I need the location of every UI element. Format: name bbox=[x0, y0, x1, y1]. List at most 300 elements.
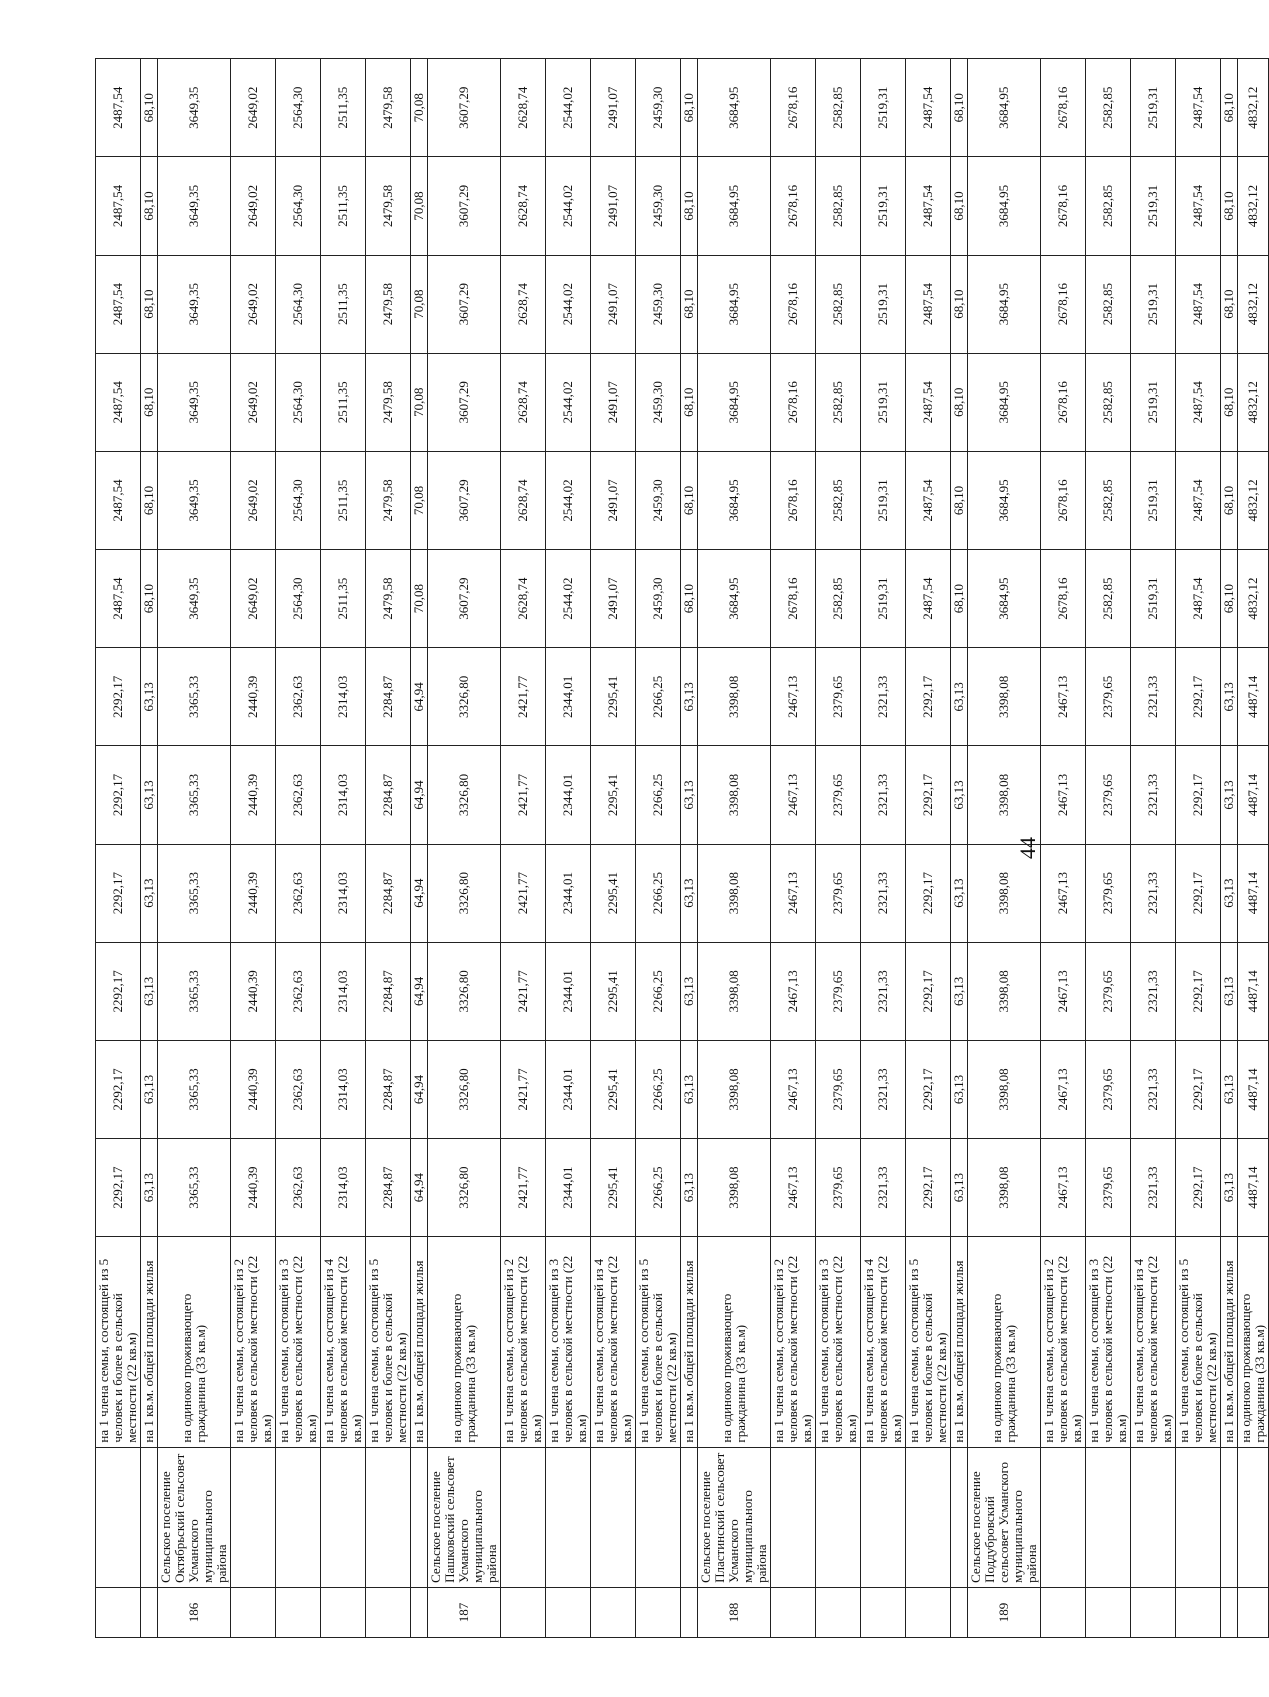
value-cell: 64,94 bbox=[411, 844, 428, 942]
value-cell: 2314,03 bbox=[321, 844, 366, 942]
value-cell: 2467,13 bbox=[771, 844, 816, 942]
value-cell: 3398,08 bbox=[698, 942, 771, 1040]
row-number-cell bbox=[366, 1587, 411, 1637]
value-cell: 2479,58 bbox=[366, 353, 411, 451]
value-cell: 3398,08 bbox=[968, 942, 1041, 1040]
settlement-name-cell bbox=[501, 1447, 546, 1587]
table-row bbox=[546, 59, 591, 1638]
value-cell: 3365,33 bbox=[158, 844, 231, 942]
value-cell: 2628,74 bbox=[501, 451, 546, 549]
value-cell: 3398,08 bbox=[698, 746, 771, 844]
value-cell: 2362,63 bbox=[276, 746, 321, 844]
table-row bbox=[158, 59, 231, 1638]
value-cell: 2649,02 bbox=[231, 353, 276, 451]
value-cell: 63,13 bbox=[141, 1139, 158, 1237]
value-cell: 3684,95 bbox=[698, 550, 771, 648]
value-cell: 2544,02 bbox=[546, 59, 591, 157]
value-cell: 3365,33 bbox=[158, 648, 231, 746]
value-cell: 3365,33 bbox=[158, 1139, 231, 1237]
value-cell: 63,13 bbox=[1221, 1040, 1238, 1138]
table-row bbox=[591, 59, 636, 1638]
row-number-cell bbox=[906, 1587, 951, 1637]
value-cell: 3398,08 bbox=[698, 648, 771, 746]
value-cell: 2321,33 bbox=[1131, 1139, 1176, 1237]
value-cell: 2421,77 bbox=[501, 942, 546, 1040]
value-cell: 63,13 bbox=[141, 1040, 158, 1138]
norm-description-cell: на одиноко проживающего гражданина (33 кв.м) bbox=[1238, 1237, 1269, 1447]
norm-description-cell: на 1 члена семьи, состоящей из 5 человек и более в сельской местности (22 кв.м) bbox=[1176, 1237, 1221, 1447]
value-cell: 2344,01 bbox=[546, 1139, 591, 1237]
value-cell: 68,10 bbox=[141, 157, 158, 255]
value-cell: 2467,13 bbox=[1041, 844, 1086, 942]
norm-description-cell: на 1 члена семьи, состоящей из 5 человек и более в сельской местности (22 кв.м) bbox=[366, 1237, 411, 1447]
value-cell: 2678,16 bbox=[771, 255, 816, 353]
value-cell: 63,13 bbox=[141, 648, 158, 746]
value-cell: 2628,74 bbox=[501, 255, 546, 353]
value-cell: 68,10 bbox=[1221, 550, 1238, 648]
value-cell: 2491,07 bbox=[591, 255, 636, 353]
value-cell: 2467,13 bbox=[771, 1139, 816, 1237]
norm-description-cell: на одиноко проживающего гражданина (33 кв.м) bbox=[968, 1237, 1041, 1447]
settlement-name-cell: Сельское поселение Поддубровский сельсовет Усманского муниципального района bbox=[968, 1447, 1041, 1587]
value-cell: 3607,29 bbox=[428, 255, 501, 353]
value-cell: 2511,35 bbox=[321, 255, 366, 353]
value-cell: 2564,30 bbox=[276, 353, 321, 451]
value-cell: 2519,31 bbox=[1131, 157, 1176, 255]
value-cell: 2544,02 bbox=[546, 550, 591, 648]
value-cell: 2564,30 bbox=[276, 255, 321, 353]
settlement-name-cell bbox=[681, 1447, 698, 1587]
value-cell: 2321,33 bbox=[1131, 942, 1176, 1040]
value-cell: 3684,95 bbox=[968, 255, 1041, 353]
value-cell: 2678,16 bbox=[1041, 451, 1086, 549]
value-cell: 2321,33 bbox=[1131, 844, 1176, 942]
value-cell: 70,08 bbox=[411, 157, 428, 255]
value-cell: 63,13 bbox=[1221, 942, 1238, 1040]
value-cell: 2292,17 bbox=[96, 1040, 141, 1138]
value-cell: 2519,31 bbox=[1131, 353, 1176, 451]
row-number-cell bbox=[276, 1587, 321, 1637]
value-cell: 68,10 bbox=[1221, 157, 1238, 255]
value-cell: 2421,77 bbox=[501, 648, 546, 746]
value-cell: 70,08 bbox=[411, 353, 428, 451]
value-cell: 4832,12 bbox=[1238, 550, 1269, 648]
value-cell: 2321,33 bbox=[1131, 648, 1176, 746]
value-cell: 2582,85 bbox=[816, 157, 861, 255]
value-cell: 2582,85 bbox=[1086, 353, 1131, 451]
value-cell: 2582,85 bbox=[816, 550, 861, 648]
value-cell: 2511,35 bbox=[321, 353, 366, 451]
value-cell: 2487,54 bbox=[1176, 550, 1221, 648]
row-number-cell bbox=[1041, 1587, 1086, 1637]
value-cell: 2314,03 bbox=[321, 746, 366, 844]
value-cell: 3684,95 bbox=[968, 59, 1041, 157]
value-cell: 3684,95 bbox=[698, 157, 771, 255]
value-cell: 2292,17 bbox=[96, 844, 141, 942]
norm-description-cell: на 1 члена семьи, состоящей из 5 человек и более в сельской местности (22 кв.м) bbox=[636, 1237, 681, 1447]
value-cell: 2511,35 bbox=[321, 59, 366, 157]
settlement-name-cell bbox=[276, 1447, 321, 1587]
table-row bbox=[636, 59, 681, 1638]
table-row bbox=[321, 59, 366, 1638]
value-cell: 2292,17 bbox=[906, 1040, 951, 1138]
value-cell: 68,10 bbox=[951, 59, 968, 157]
value-cell: 2678,16 bbox=[771, 59, 816, 157]
value-cell: 2314,03 bbox=[321, 942, 366, 1040]
value-cell: 3326,80 bbox=[428, 1139, 501, 1237]
value-cell: 2511,35 bbox=[321, 550, 366, 648]
value-cell: 68,10 bbox=[1221, 255, 1238, 353]
table-row bbox=[906, 59, 951, 1638]
value-cell: 70,08 bbox=[411, 255, 428, 353]
value-cell: 2292,17 bbox=[96, 648, 141, 746]
value-cell: 3398,08 bbox=[968, 844, 1041, 942]
settlement-name-cell bbox=[1238, 1447, 1269, 1587]
norm-description-cell: на 1 члена семьи, состоящей из 3 человек в сельской местности (22 кв.м) bbox=[276, 1237, 321, 1447]
value-cell: 2678,16 bbox=[1041, 550, 1086, 648]
value-cell: 2379,65 bbox=[1086, 648, 1131, 746]
table-row bbox=[771, 59, 816, 1638]
value-cell: 4832,12 bbox=[1238, 255, 1269, 353]
value-cell: 2544,02 bbox=[546, 451, 591, 549]
table-row bbox=[1041, 59, 1086, 1638]
value-cell: 3684,95 bbox=[698, 353, 771, 451]
value-cell: 2379,65 bbox=[1086, 1040, 1131, 1138]
row-number-cell bbox=[1086, 1587, 1131, 1637]
value-cell: 63,13 bbox=[681, 1139, 698, 1237]
value-cell: 68,10 bbox=[141, 59, 158, 157]
value-cell: 2440,39 bbox=[231, 1139, 276, 1237]
value-cell: 2582,85 bbox=[816, 451, 861, 549]
value-cell: 2564,30 bbox=[276, 59, 321, 157]
value-cell: 2519,31 bbox=[861, 353, 906, 451]
value-cell: 3649,35 bbox=[158, 59, 231, 157]
value-cell: 2379,65 bbox=[816, 1040, 861, 1138]
table-row bbox=[276, 59, 321, 1638]
value-cell: 2321,33 bbox=[861, 844, 906, 942]
value-cell: 2292,17 bbox=[906, 746, 951, 844]
value-cell: 2649,02 bbox=[231, 157, 276, 255]
value-cell: 2582,85 bbox=[816, 59, 861, 157]
value-cell: 3684,95 bbox=[968, 157, 1041, 255]
value-cell: 2459,30 bbox=[636, 353, 681, 451]
table-row bbox=[428, 59, 501, 1638]
settlement-name-cell bbox=[951, 1447, 968, 1587]
value-cell: 2292,17 bbox=[906, 1139, 951, 1237]
value-cell: 2487,54 bbox=[1176, 451, 1221, 549]
value-cell: 68,10 bbox=[951, 550, 968, 648]
value-cell: 2379,65 bbox=[816, 844, 861, 942]
value-cell: 3684,95 bbox=[968, 353, 1041, 451]
value-cell: 2292,17 bbox=[1176, 844, 1221, 942]
value-cell: 68,10 bbox=[681, 451, 698, 549]
value-cell: 64,94 bbox=[411, 1040, 428, 1138]
value-cell: 2487,54 bbox=[1176, 353, 1221, 451]
row-number-cell bbox=[1131, 1587, 1176, 1637]
value-cell: 2440,39 bbox=[231, 746, 276, 844]
value-cell: 2292,17 bbox=[96, 1139, 141, 1237]
value-cell: 2487,54 bbox=[906, 157, 951, 255]
norm-description-cell: на одиноко проживающего гражданина (33 кв.м) bbox=[428, 1237, 501, 1447]
value-cell: 4832,12 bbox=[1238, 59, 1269, 157]
value-cell: 2487,54 bbox=[96, 59, 141, 157]
value-cell: 63,13 bbox=[951, 844, 968, 942]
table-row bbox=[1086, 59, 1131, 1638]
value-cell: 2321,33 bbox=[1131, 746, 1176, 844]
value-cell: 3365,33 bbox=[158, 746, 231, 844]
value-cell: 2649,02 bbox=[231, 451, 276, 549]
value-cell: 3607,29 bbox=[428, 59, 501, 157]
value-cell: 2292,17 bbox=[1176, 1139, 1221, 1237]
value-cell: 68,10 bbox=[1221, 451, 1238, 549]
value-cell: 3684,95 bbox=[968, 451, 1041, 549]
value-cell: 2564,30 bbox=[276, 451, 321, 549]
norm-description-cell: на 1 члена семьи, состоящей из 4 человек в сельской местности (22 кв.м) bbox=[861, 1237, 906, 1447]
value-cell: 3326,80 bbox=[428, 844, 501, 942]
value-cell: 2582,85 bbox=[1086, 157, 1131, 255]
value-cell: 63,13 bbox=[1221, 844, 1238, 942]
rotated-page bbox=[95, 58, 1267, 1638]
value-cell: 2321,33 bbox=[861, 648, 906, 746]
value-cell: 68,10 bbox=[681, 550, 698, 648]
value-cell: 2295,41 bbox=[591, 648, 636, 746]
value-cell: 2295,41 bbox=[591, 1040, 636, 1138]
value-cell: 4487,14 bbox=[1238, 648, 1269, 746]
value-cell: 3365,33 bbox=[158, 942, 231, 1040]
tariff-table bbox=[95, 58, 1269, 1638]
value-cell: 2678,16 bbox=[1041, 353, 1086, 451]
value-cell: 2379,65 bbox=[816, 746, 861, 844]
value-cell: 2519,31 bbox=[861, 451, 906, 549]
table-row bbox=[951, 59, 968, 1638]
table-row bbox=[501, 59, 546, 1638]
value-cell: 63,13 bbox=[141, 942, 158, 1040]
value-cell: 2519,31 bbox=[861, 157, 906, 255]
value-cell: 2649,02 bbox=[231, 550, 276, 648]
norm-description-cell: на 1 члена семьи, состоящей из 2 человек в сельской местности (22 кв.м) bbox=[771, 1237, 816, 1447]
value-cell: 2491,07 bbox=[591, 353, 636, 451]
value-cell: 63,13 bbox=[1221, 648, 1238, 746]
value-cell: 63,13 bbox=[951, 1040, 968, 1138]
value-cell: 2487,54 bbox=[96, 353, 141, 451]
value-cell: 2362,63 bbox=[276, 844, 321, 942]
value-cell: 3398,08 bbox=[968, 1040, 1041, 1138]
row-number-cell bbox=[501, 1587, 546, 1637]
settlement-name-cell bbox=[546, 1447, 591, 1587]
norm-description-cell: на 1 кв.м. общей площади жилья bbox=[141, 1237, 158, 1447]
value-cell: 68,10 bbox=[141, 353, 158, 451]
value-cell: 2519,31 bbox=[1131, 255, 1176, 353]
norm-description-cell: на 1 члена семьи, состоящей из 5 человек и более в сельской местности (22 кв.м) bbox=[906, 1237, 951, 1447]
value-cell: 2487,54 bbox=[96, 550, 141, 648]
settlement-name-cell bbox=[141, 1447, 158, 1587]
value-cell: 2314,03 bbox=[321, 1040, 366, 1138]
value-cell: 2479,58 bbox=[366, 255, 411, 353]
value-cell: 2519,31 bbox=[1131, 550, 1176, 648]
row-number-cell bbox=[411, 1587, 428, 1637]
value-cell: 2511,35 bbox=[321, 451, 366, 549]
value-cell: 2321,33 bbox=[1131, 1040, 1176, 1138]
value-cell: 2440,39 bbox=[231, 1040, 276, 1138]
value-cell: 2459,30 bbox=[636, 550, 681, 648]
value-cell: 2487,54 bbox=[906, 59, 951, 157]
value-cell: 2284,87 bbox=[366, 1139, 411, 1237]
norm-description-cell: на 1 члена семьи, состоящей из 3 человек в сельской местности (22 кв.м) bbox=[1086, 1237, 1131, 1447]
value-cell: 2421,77 bbox=[501, 1040, 546, 1138]
value-cell: 3607,29 bbox=[428, 451, 501, 549]
settlement-name-cell bbox=[96, 1447, 141, 1587]
value-cell: 2582,85 bbox=[1086, 255, 1131, 353]
settlement-name-cell bbox=[1176, 1447, 1221, 1587]
table-row bbox=[698, 59, 771, 1638]
value-cell: 2440,39 bbox=[231, 648, 276, 746]
value-cell: 68,10 bbox=[681, 157, 698, 255]
value-cell: 3398,08 bbox=[968, 1139, 1041, 1237]
value-cell: 2344,01 bbox=[546, 844, 591, 942]
value-cell: 2440,39 bbox=[231, 942, 276, 1040]
settlement-name-cell bbox=[816, 1447, 861, 1587]
value-cell: 4832,12 bbox=[1238, 353, 1269, 451]
value-cell: 63,13 bbox=[681, 648, 698, 746]
norm-description-cell: на 1 кв.м. общей площади жилья bbox=[1221, 1237, 1238, 1447]
value-cell: 2321,33 bbox=[861, 1040, 906, 1138]
value-cell: 2678,16 bbox=[771, 451, 816, 549]
value-cell: 2582,85 bbox=[816, 353, 861, 451]
table-row bbox=[366, 59, 411, 1638]
value-cell: 2459,30 bbox=[636, 451, 681, 549]
value-cell: 2544,02 bbox=[546, 353, 591, 451]
value-cell: 3326,80 bbox=[428, 648, 501, 746]
norm-description-cell: на одиноко проживающего гражданина (33 кв.м) bbox=[698, 1237, 771, 1447]
value-cell: 2467,13 bbox=[1041, 942, 1086, 1040]
value-cell: 4832,12 bbox=[1238, 157, 1269, 255]
value-cell: 2582,85 bbox=[816, 255, 861, 353]
value-cell: 68,10 bbox=[951, 255, 968, 353]
norm-description-cell: на одиноко проживающего гражданина (33 кв.м) bbox=[158, 1237, 231, 1447]
value-cell: 2284,87 bbox=[366, 844, 411, 942]
value-cell: 2266,25 bbox=[636, 844, 681, 942]
value-cell: 2266,25 bbox=[636, 648, 681, 746]
value-cell: 3398,08 bbox=[698, 1040, 771, 1138]
value-cell: 3649,35 bbox=[158, 451, 231, 549]
value-cell: 68,10 bbox=[141, 550, 158, 648]
value-cell: 2266,25 bbox=[636, 942, 681, 1040]
value-cell: 68,10 bbox=[141, 255, 158, 353]
value-cell: 2544,02 bbox=[546, 255, 591, 353]
value-cell: 64,94 bbox=[411, 746, 428, 844]
value-cell: 64,94 bbox=[411, 1139, 428, 1237]
value-cell: 2362,63 bbox=[276, 648, 321, 746]
value-cell: 70,08 bbox=[411, 550, 428, 648]
norm-description-cell: на 1 кв.м. общей площади жилья bbox=[951, 1237, 968, 1447]
value-cell: 4832,12 bbox=[1238, 451, 1269, 549]
value-cell: 64,94 bbox=[411, 648, 428, 746]
value-cell: 2344,01 bbox=[546, 1040, 591, 1138]
value-cell: 2284,87 bbox=[366, 1040, 411, 1138]
settlement-name-cell bbox=[321, 1447, 366, 1587]
value-cell: 3326,80 bbox=[428, 746, 501, 844]
value-cell: 2379,65 bbox=[1086, 942, 1131, 1040]
row-number-cell bbox=[1221, 1587, 1238, 1637]
value-cell: 4487,14 bbox=[1238, 942, 1269, 1040]
value-cell: 2678,16 bbox=[1041, 157, 1086, 255]
value-cell: 2491,07 bbox=[591, 550, 636, 648]
norm-description-cell: на 1 члена семьи, состоящей из 2 человек в сельской местности (22 кв.м) bbox=[231, 1237, 276, 1447]
settlement-name-cell: Сельское поселение Пластинский сельсовет Усманского муниципального района bbox=[698, 1447, 771, 1587]
settlement-name-cell bbox=[411, 1447, 428, 1587]
value-cell: 2519,31 bbox=[861, 255, 906, 353]
table-row bbox=[141, 59, 158, 1638]
value-cell: 68,10 bbox=[681, 59, 698, 157]
value-cell: 2519,31 bbox=[861, 59, 906, 157]
settlement-name-cell bbox=[591, 1447, 636, 1587]
settlement-name-cell bbox=[1131, 1447, 1176, 1587]
row-number-cell: 186 bbox=[158, 1587, 231, 1637]
value-cell: 2564,30 bbox=[276, 157, 321, 255]
value-cell: 2379,65 bbox=[1086, 746, 1131, 844]
value-cell: 2678,16 bbox=[1041, 59, 1086, 157]
value-cell: 63,13 bbox=[681, 844, 698, 942]
value-cell: 4487,14 bbox=[1238, 1139, 1269, 1237]
value-cell: 2491,07 bbox=[591, 157, 636, 255]
settlement-name-cell bbox=[366, 1447, 411, 1587]
settlement-name-cell bbox=[636, 1447, 681, 1587]
value-cell: 2467,13 bbox=[771, 746, 816, 844]
value-cell: 3398,08 bbox=[698, 1139, 771, 1237]
value-cell: 2459,30 bbox=[636, 255, 681, 353]
value-cell: 2321,33 bbox=[861, 1139, 906, 1237]
row-number-cell bbox=[681, 1587, 698, 1637]
value-cell: 2292,17 bbox=[1176, 942, 1221, 1040]
value-cell: 2628,74 bbox=[501, 353, 546, 451]
value-cell: 2459,30 bbox=[636, 157, 681, 255]
row-number-cell bbox=[951, 1587, 968, 1637]
settlement-name-cell bbox=[1041, 1447, 1086, 1587]
value-cell: 3649,35 bbox=[158, 353, 231, 451]
row-number-cell bbox=[816, 1587, 861, 1637]
value-cell: 2519,31 bbox=[1131, 451, 1176, 549]
value-cell: 2479,58 bbox=[366, 451, 411, 549]
table-row bbox=[816, 59, 861, 1638]
value-cell: 3607,29 bbox=[428, 353, 501, 451]
value-cell: 2467,13 bbox=[1041, 648, 1086, 746]
value-cell: 63,13 bbox=[141, 844, 158, 942]
value-cell: 3607,29 bbox=[428, 157, 501, 255]
table-row bbox=[861, 59, 906, 1638]
value-cell: 2344,01 bbox=[546, 942, 591, 1040]
value-cell: 2544,02 bbox=[546, 157, 591, 255]
value-cell: 68,10 bbox=[951, 157, 968, 255]
norm-description-cell: на 1 члена семьи, состоящей из 3 человек в сельской местности (22 кв.м) bbox=[816, 1237, 861, 1447]
value-cell: 2314,03 bbox=[321, 1139, 366, 1237]
norm-description-cell: на 1 члена семьи, состоящей из 5 человек и более в сельской местности (22 кв.м) bbox=[96, 1237, 141, 1447]
value-cell: 2459,30 bbox=[636, 59, 681, 157]
norm-description-cell: на 1 члена семьи, состоящей из 3 человек в сельской местности (22 кв.м) bbox=[546, 1237, 591, 1447]
value-cell: 63,13 bbox=[681, 746, 698, 844]
settlement-name-cell: Сельское поселение Пашковский сельсовет Усманского муниципального района bbox=[428, 1447, 501, 1587]
value-cell: 2284,87 bbox=[366, 942, 411, 1040]
value-cell: 3398,08 bbox=[968, 746, 1041, 844]
norm-description-cell: на 1 члена семьи, состоящей из 4 человек в сельской местности (22 кв.м) bbox=[321, 1237, 366, 1447]
row-number-cell: 187 bbox=[428, 1587, 501, 1637]
value-cell: 3607,29 bbox=[428, 550, 501, 648]
value-cell: 2362,63 bbox=[276, 942, 321, 1040]
settlement-name-cell bbox=[906, 1447, 951, 1587]
norm-description-cell: на 1 члена семьи, состоящей из 2 человек в сельской местности (22 кв.м) bbox=[1041, 1237, 1086, 1447]
value-cell: 2467,13 bbox=[771, 648, 816, 746]
norm-description-cell: на 1 кв.м. общей площади жилья bbox=[681, 1237, 698, 1447]
value-cell: 2582,85 bbox=[1086, 550, 1131, 648]
